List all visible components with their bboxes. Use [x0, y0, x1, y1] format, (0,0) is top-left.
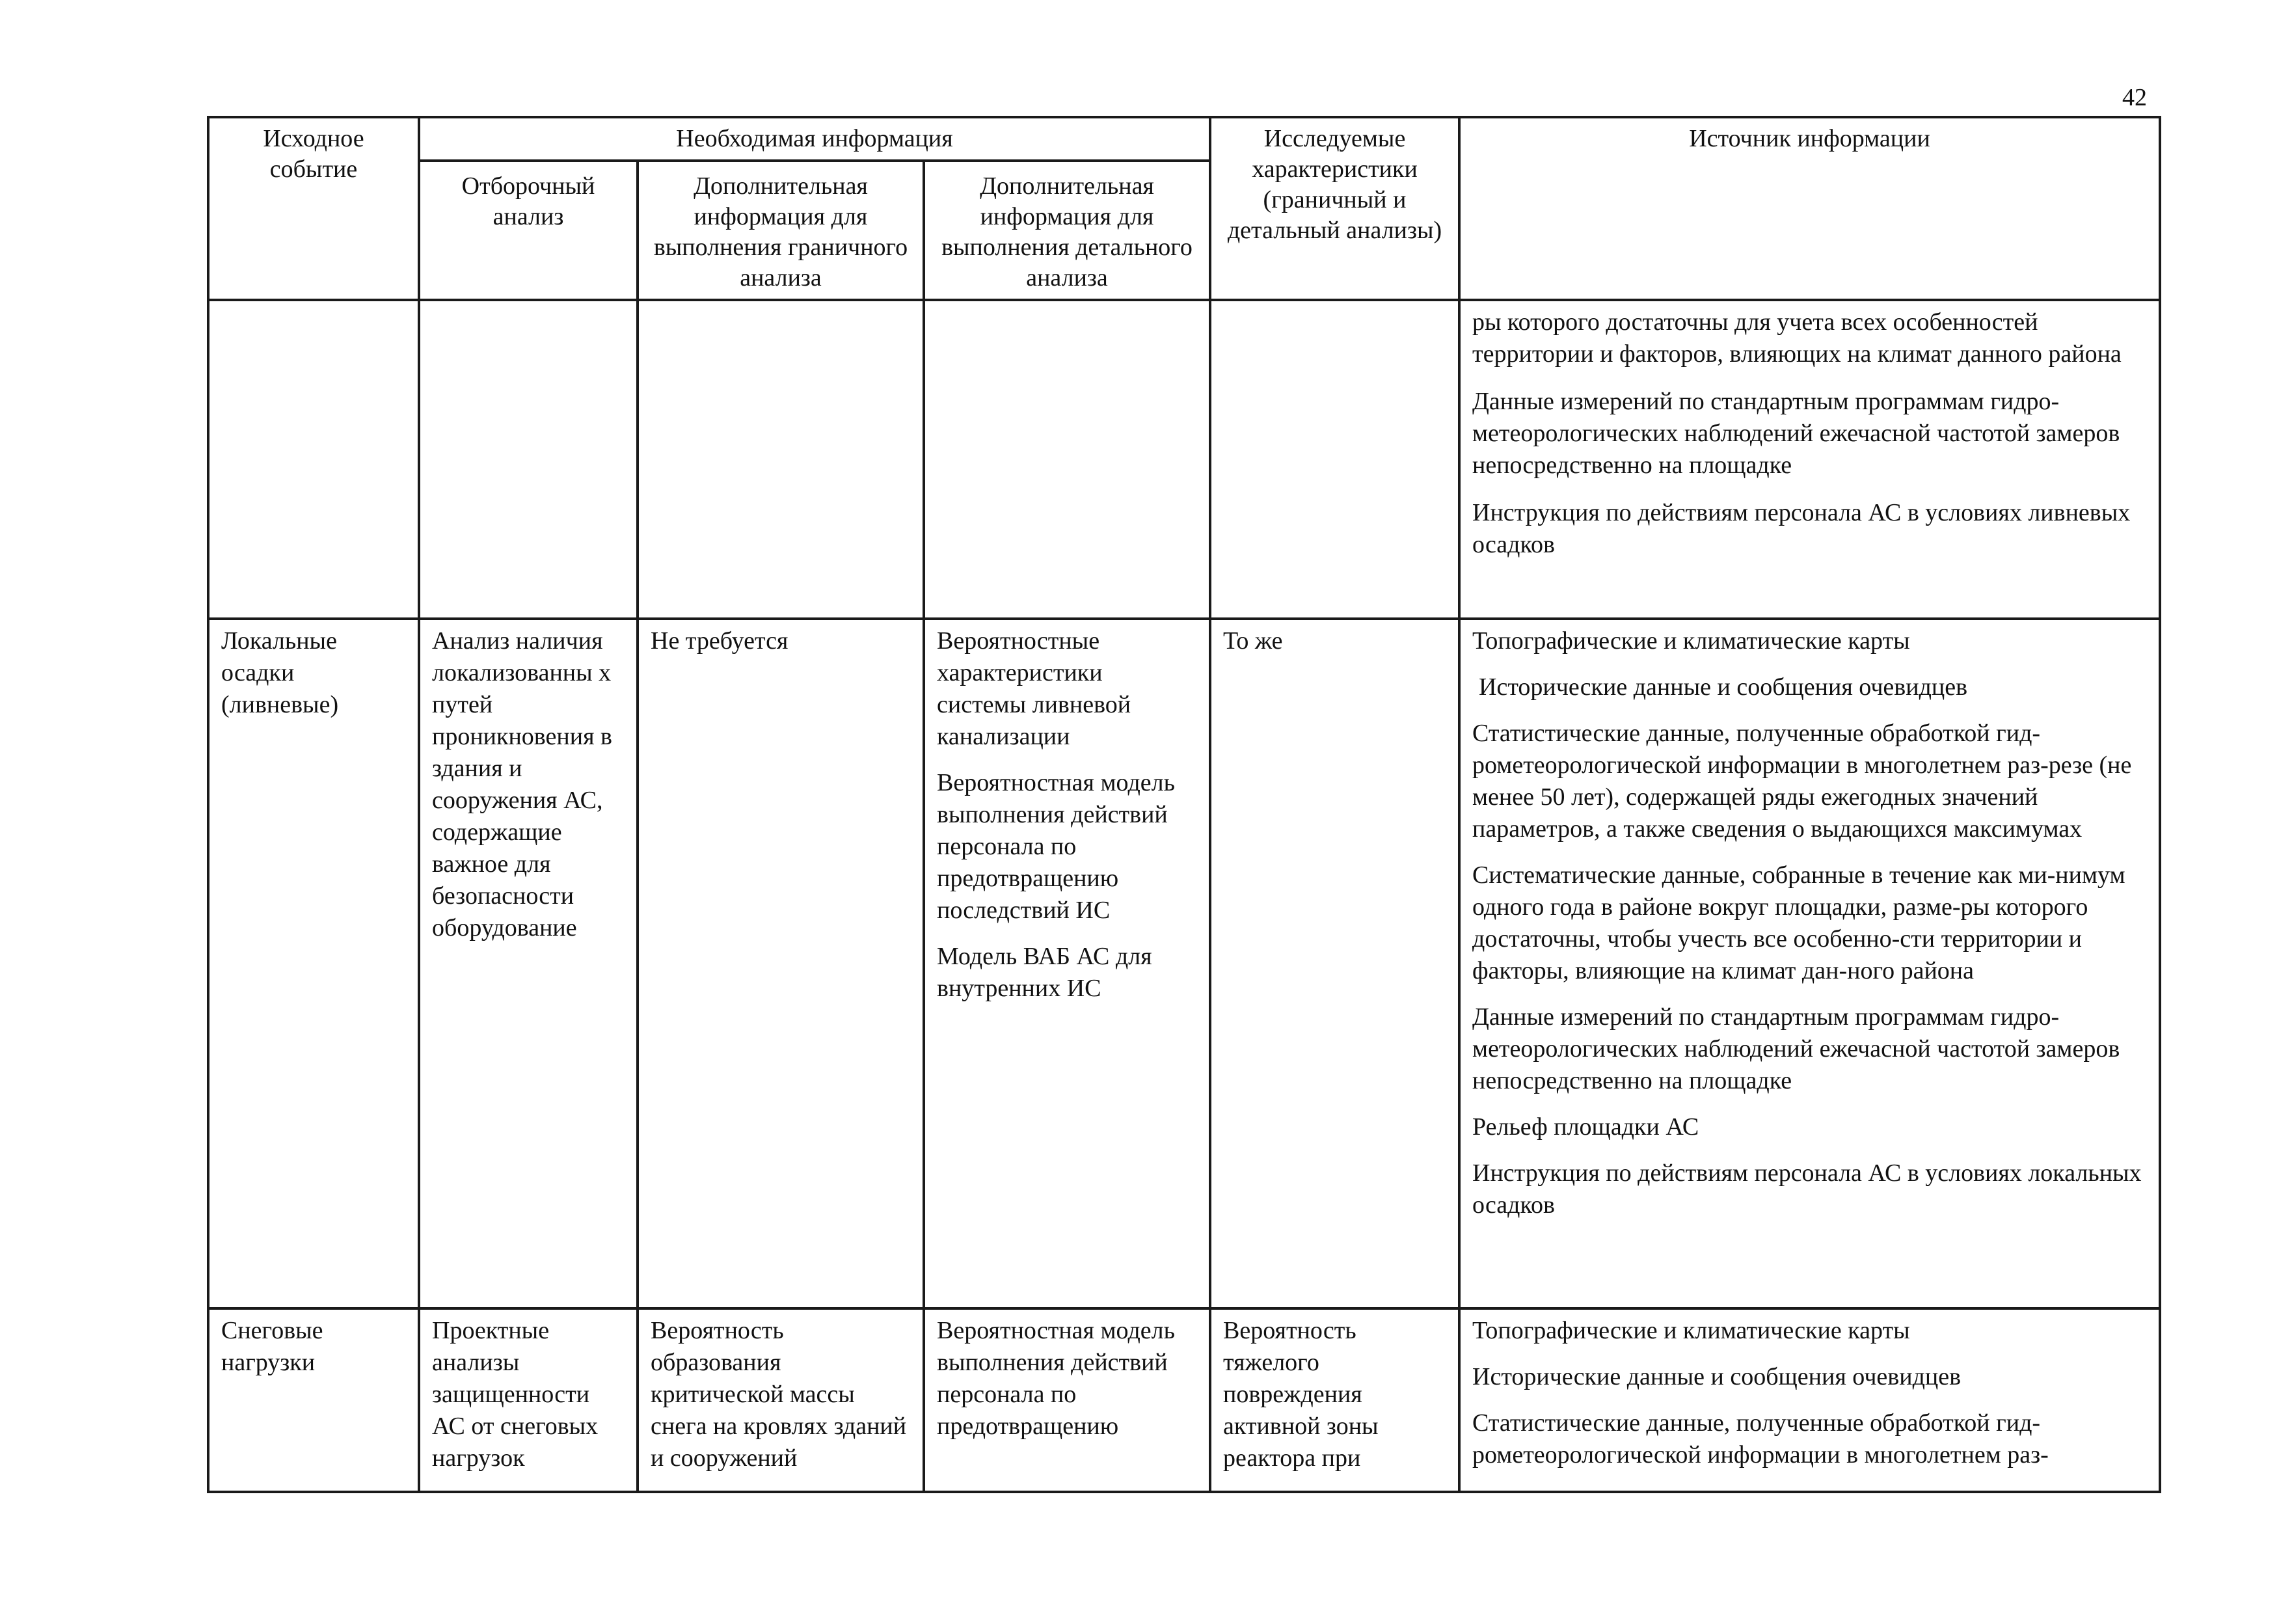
cell-detailed [924, 619, 1210, 1308]
cell-boundary [638, 300, 924, 619]
table-header [208, 117, 2160, 300]
detailed-item: Вероятностная модель выполнения действий персонала по предотвращению последствий ИС [937, 769, 1175, 924]
header-info-group: Необходимая информация [419, 117, 1210, 161]
source-item: Статистические данные, полученные обработкой гид-рометеорологической информации в многолетнем раз- [1472, 1409, 2049, 1468]
header-additional-boundary: Дополнительная информация для выполнения граничного анализа [638, 161, 924, 300]
table-row [208, 1308, 2160, 1492]
source-item: Исторические данные и сообщения очевидцев [1472, 1363, 1962, 1390]
source-item: Инструкция по действиям персонала АС в условиях ливневых осадков [1472, 499, 2131, 558]
detailed-item: Вероятностные характеристики системы ливневой канализации [937, 627, 1131, 750]
cell-sources [1459, 1308, 2160, 1492]
cell-boundary: Вероятность образования критической массы снега на кровлях зданий и сооружений [638, 1308, 924, 1492]
page-number: 42 [2122, 84, 2147, 111]
header-characteristics: Исследуемые характеристики (граничный и детальный анализы) [1210, 117, 1459, 300]
source-item: Рельеф площадки АС [1472, 1113, 1699, 1141]
table-row [208, 619, 2160, 1308]
header-event: Исходное событие [208, 117, 419, 300]
source-item: Данные измерений по стандартным программам гидро-метеорологических наблюдений ежечасной частотой замеров непосредственно на площадке [1472, 1003, 2120, 1094]
cell-detailed [924, 300, 1210, 619]
header-screening: Отборочный анализ [419, 161, 638, 300]
cell-event: Локальные осадки (ливневые) [208, 619, 419, 1308]
source-item: ры которого достаточны для учета всех особенностей территории и факторов, влияющих на климат данного района [1472, 308, 2122, 368]
header-additional-detailed: Дополнительная информация для выполнения детального анализа [924, 161, 1210, 300]
source-item: Топографические и климатические карты [1472, 627, 1910, 655]
detailed-item: Вероятностная модель выполнения действий персонала по предотвращению [937, 1317, 1175, 1440]
cell-detailed [924, 1308, 1210, 1492]
source-item: Инструкция по действиям персонала АС в условиях локальных осадков [1472, 1159, 2142, 1219]
cell-boundary: Не требуется [638, 619, 924, 1308]
table-row [208, 300, 2160, 619]
source-item: Топографические и климатические карты [1472, 1317, 1910, 1344]
cell-sources [1459, 300, 2160, 619]
detailed-item: Модель ВАБ АС для внутренних ИС [937, 943, 1152, 1002]
cell-characteristics: То же [1210, 619, 1459, 1308]
cell-screening: Анализ наличия локализованны х путей проникновения в здания и сооружения АС, содержащие важное для безопасности оборудование [419, 619, 638, 1308]
cell-sources [1459, 619, 2160, 1308]
cell-screening: Проектные анализы защищенности АС от снеговых нагрузок [419, 1308, 638, 1492]
cell-characteristics [1210, 300, 1459, 619]
source-item: Исторические данные и сообщения очевидцев [1479, 673, 1968, 701]
cell-event: Снеговые нагрузки [208, 1308, 419, 1492]
cell-characteristics: Вероятность тяжелого повреждения активной зоны реактора при [1210, 1308, 1459, 1492]
cell-event [208, 300, 419, 619]
source-item: Данные измерений по стандартным программам гидро-метеорологических наблюдений ежечасной частотой замеров непосредственно на площадке [1472, 388, 2120, 479]
header-source: Источник информации [1459, 117, 2160, 300]
requirements-table [207, 116, 2161, 1493]
cell-screening [419, 300, 638, 619]
source-item: Статистические данные, полученные обработкой гид-рометеорологической информации в многолетнем раз-резе (не менее 50 лет), содержащей ряды ежегодных значений параметров, а также сведения о выдающихся максимумах [1472, 720, 2132, 843]
source-item: Систематические данные, собранные в течение как ми-нимум одного года в районе вокруг площадки, разме-ры которого достаточны, чтобы учесть все особенно-сти территории и факторы, влияющие на климат дан-ного района [1472, 861, 2125, 984]
